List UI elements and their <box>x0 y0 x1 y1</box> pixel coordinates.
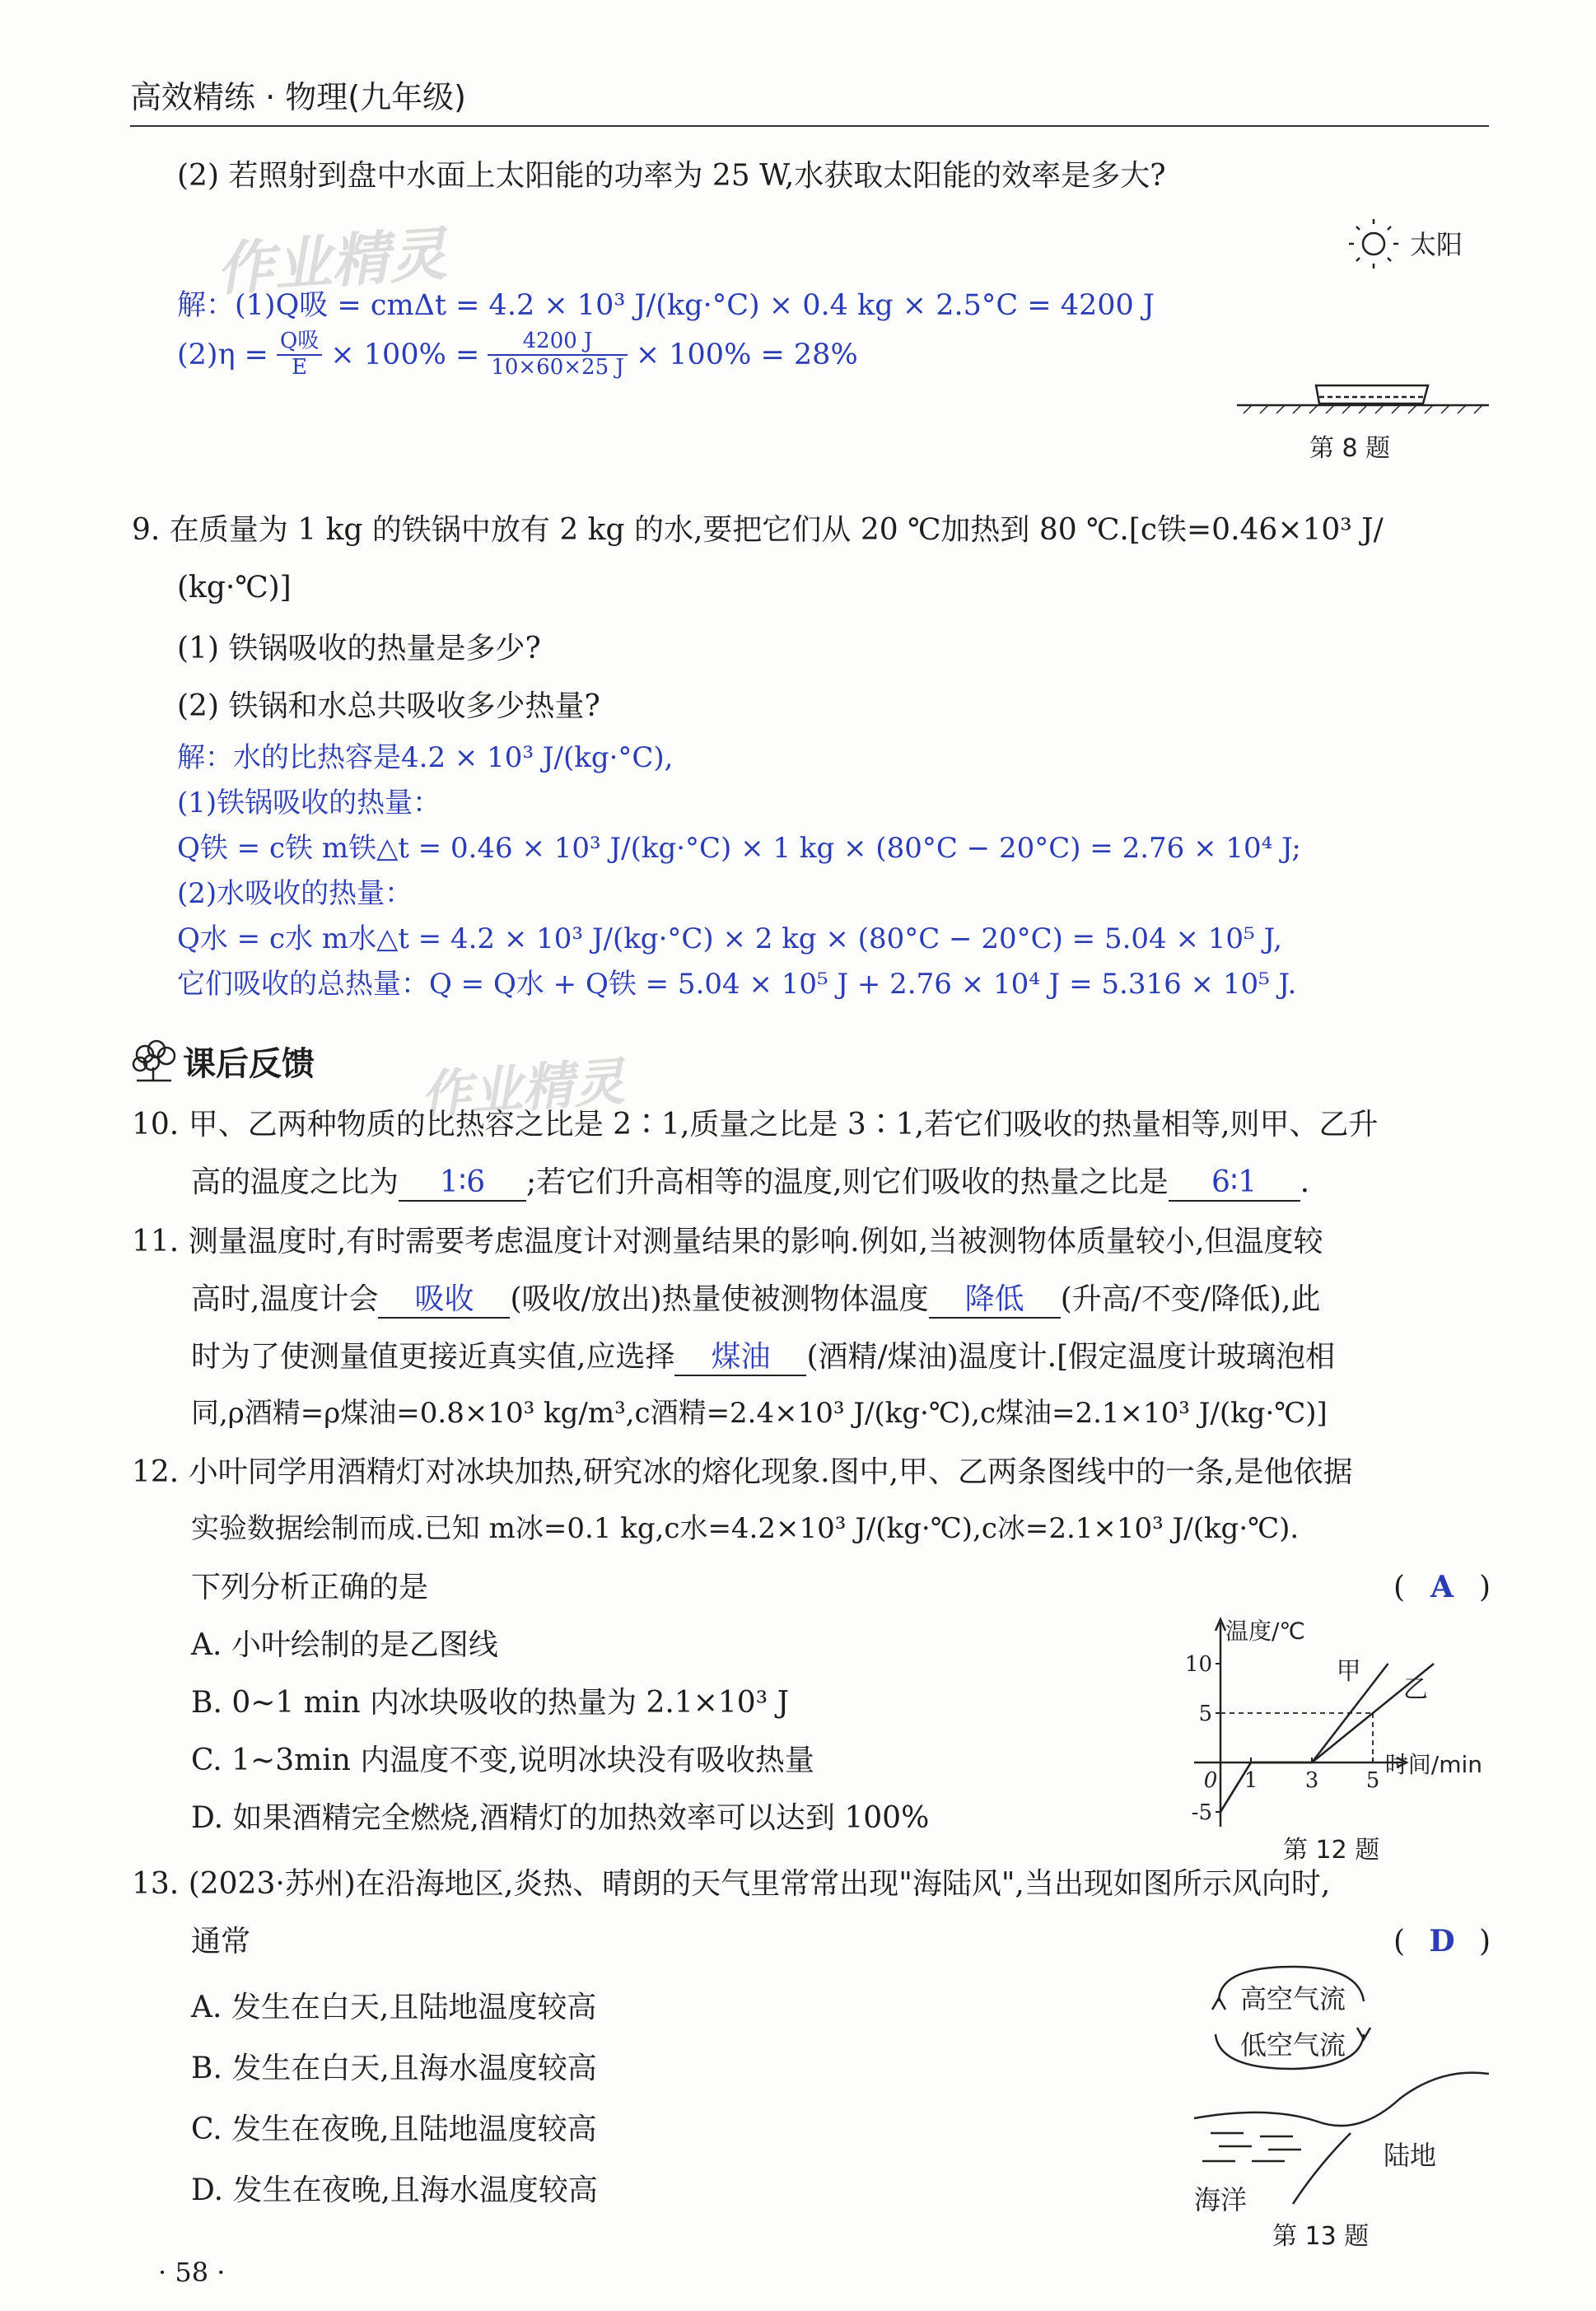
q8-f1-num: Q吸 <box>277 329 322 356</box>
q11-answer-1: 吸收 <box>378 1282 510 1319</box>
q8-solution-2 <box>177 329 858 380</box>
q11-line-2 <box>191 1282 1320 1319</box>
q12-option-b: B. 0~1 min 内冰块吸收的热量为 2.1×10³ J <box>191 1686 790 1720</box>
q13-option-a: A. 发生在白天,且陆地温度较高 <box>191 1991 597 2024</box>
q11-line-3 <box>191 1339 1335 1376</box>
q8-solution-1: 解：(1)Q吸 = cmΔt = 4.2 × 10³ J/(kg·°C) × 0.4 kg × 2.5°C = 4200 J <box>177 289 1155 322</box>
land-label: 陆地 <box>1384 2140 1437 2171</box>
q10-answer-2: 6∶1 <box>1169 1165 1300 1202</box>
q10-text-a: 高的温度之比为 <box>191 1165 399 1199</box>
q13-option-b: B. 发生在白天,且海水温度较高 <box>191 2052 597 2085</box>
q8-sol2-mid: × 100% = <box>330 338 480 371</box>
x-tick-label: 0 <box>1203 1768 1218 1793</box>
q8-caption: 第 8 题 <box>1309 434 1391 461</box>
y-axis-label: 温度/℃ <box>1225 1618 1305 1645</box>
q13-line-2: 通常 <box>191 1925 251 1959</box>
q8-sol2-post: × 100% = 28% <box>635 338 858 371</box>
q9-solution-6: 它们吸收的总热量：Q = Q水 + Q铁 = 5.04 × 10⁵ J + 2.76 × 10⁴ J = 5.316 × 10⁵ J. <box>177 968 1297 1001</box>
q8-fraction-2 <box>488 329 628 380</box>
series-label-2: 乙 <box>1403 1674 1428 1704</box>
q8-fraction-1 <box>277 329 322 380</box>
q11-line-1: 11. 测量温度时,有时需要考虑温度计对测量结果的影响.例如,当被测物体质量较小,但温度较 <box>132 1225 1323 1258</box>
y-tick-label: 10 <box>1184 1652 1212 1677</box>
q13-answer-bracket: ( D ) <box>1393 1924 1491 1959</box>
upper-airflow-label: 高空气流 <box>1240 1983 1346 2015</box>
q10-line-1: 10. 甲、乙两种物质的比热容之比是 2∶1,质量之比是 3∶1,若它们吸收的热量相等,则甲、乙升 <box>132 1108 1379 1141</box>
header-title: 高效精练 · 物理(九年级) <box>130 79 466 115</box>
q13-caption: 第 13 题 <box>1272 2222 1370 2251</box>
x-axis-label: 时间/min <box>1384 1751 1483 1778</box>
q12-line-2: 实验数据绘制而成.已知 m冰=0.1 kg,c水=4.2×10³ J/(kg·℃),c冰=2.1×10³ J/(kg·℃). <box>191 1512 1300 1545</box>
q12-caption: 第 12 题 <box>1283 1836 1380 1861</box>
q9-solution-1: 解：水的比热容是4.2 × 10³ J/(kg·°C), <box>177 741 674 774</box>
q8-f2-num: 4200 J <box>488 329 628 356</box>
q11-text-d: 时为了使测量值更接近真实值,应选择 <box>191 1340 675 1374</box>
x-tick-label: 1 <box>1244 1768 1258 1793</box>
y-tick-label: -5 <box>1191 1800 1212 1825</box>
q9-solution-2: (1)铁锅吸收的热量： <box>177 787 441 819</box>
watermark: 作业精灵 <box>418 1051 627 1126</box>
q11-line-4: 同,ρ酒精=ρ煤油=0.8×10³ kg/m³,c酒精=2.4×10³ J/(kg·℃),c煤油=2.1×10³ J/(kg·℃)] <box>191 1397 1328 1430</box>
q12-answer-bracket: ( A ) <box>1393 1570 1491 1604</box>
q9-stem-2: (kg·℃)] <box>177 571 292 605</box>
q13-option-c: C. 发生在夜晚,且陆地温度较高 <box>191 2113 597 2146</box>
series-label-1: 甲 <box>1336 1657 1361 1687</box>
y-tick-label: 5 <box>1198 1702 1212 1726</box>
water-tray <box>1316 385 1428 404</box>
q9-solution-5: Q水 = c水 m水△t = 4.2 × 10³ J/(kg·°C) × 2 kg × (80°C − 20°C) = 5.04 × 10⁵ J, <box>177 922 1282 955</box>
q12-answer: A <box>1430 1570 1454 1604</box>
lower-airflow-label: 低空气流 <box>1240 2029 1346 2061</box>
q12-option-a: A. 小叶绘制的是乙图线 <box>191 1628 498 1662</box>
q11-text-c: (升高/不变/降低),此 <box>1060 1282 1321 1316</box>
sea-label: 海洋 <box>1194 2184 1248 2215</box>
q8-f1-den: E <box>292 354 308 380</box>
q11-answer-3: 煤油 <box>674 1339 806 1376</box>
header-rule <box>130 125 1489 127</box>
q10-text-b: ;若它们升高相等的温度,则它们吸收的热量之比是 <box>526 1165 1169 1199</box>
q9-stem-1: 9. 在质量为 1 kg 的铁锅中放有 2 kg 的水,要把它们从 20 ℃加热到 80 ℃.[c铁=0.46×10³ J/ <box>132 513 1384 547</box>
q9-solution-3: Q铁 = c铁 m铁△t = 0.46 × 10³ J/(kg·°C) × 1 kg × (80°C − 20°C) = 2.76 × 10⁴ J; <box>177 832 1301 865</box>
q12-option-d: D. 如果酒精完全燃烧,酒精灯的加热效率可以达到 100% <box>191 1801 930 1835</box>
q9-part2: (2) 铁锅和水总共吸收多少热量? <box>177 689 600 723</box>
sun-icon <box>1349 219 1398 268</box>
q10-line-2 <box>191 1165 1309 1202</box>
q11-text-b: (吸收/放出)热量使被测物体温度 <box>510 1282 929 1316</box>
q11-text-a: 高时,温度计会 <box>191 1282 379 1316</box>
q12-option-c: C. 1~3min 内温度不变,说明冰块没有吸收热量 <box>191 1744 814 1777</box>
x-tick-label: 5 <box>1365 1768 1380 1793</box>
q11-text-e: (酒精/煤油)温度计.[假定温度计玻璃泡相 <box>806 1340 1336 1374</box>
x-tick-label: 3 <box>1304 1768 1319 1793</box>
q13-line-1: 13. (2023·苏州)在沿海地区,炎热、晴朗的天气里常常出现"海陆风",当出现如图所示风向时, <box>132 1867 1331 1901</box>
q12-chart <box>1178 1614 1499 1861</box>
tree-icon <box>128 1039 180 1082</box>
sun-label: 太阳 <box>1410 229 1463 260</box>
watermark: 作业精灵 <box>213 220 449 304</box>
page-number: · 58 · <box>158 2257 226 2288</box>
q12-line-3: 下列分析正确的是 <box>191 1571 429 1604</box>
q12-line-1: 12. 小叶同学用酒精灯对冰块加热,研究冰的熔化现象.图中,甲、乙两条图线中的一条,是他依据 <box>132 1455 1353 1489</box>
q8-f2-den: 10×60×25 J <box>491 354 624 380</box>
q8-part2: (2) 若照射到盘中水面上太阳能的功率为 25 W,水获取太阳能的效率是多大? <box>177 159 1166 193</box>
q13-option-d: D. 发生在夜晚,且海水温度较高 <box>191 2173 598 2207</box>
q8-sol2-pre: (2)η = <box>177 338 268 371</box>
q9-solution-4: (2)水吸收的热量： <box>177 877 413 910</box>
q10-answer-1: 1∶6 <box>399 1165 526 1202</box>
q9-part1: (1) 铁锅吸收的热量是多少? <box>177 632 541 665</box>
q13-answer: D <box>1429 1924 1455 1959</box>
q13-figure <box>1169 1960 1499 2215</box>
section-title: 课后反馈 <box>183 1045 315 1083</box>
q11-answer-2: 降低 <box>929 1282 1061 1319</box>
q10-text-c: . <box>1300 1165 1310 1199</box>
q8-figure <box>1227 214 1491 461</box>
